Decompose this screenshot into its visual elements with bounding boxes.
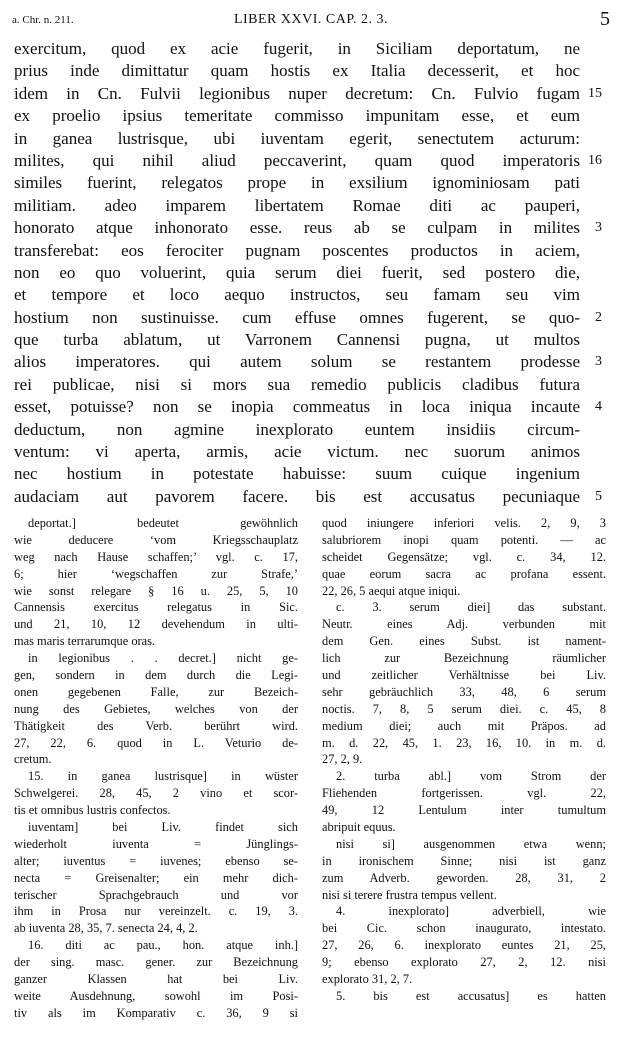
note-line: wiederholt iuventa = Jünglings- bbox=[14, 836, 298, 851]
text-line bbox=[14, 351, 602, 373]
note-line: bei Cic. schon inaugurato, intestato. bbox=[322, 921, 606, 936]
note-line: explorato 31, 2, 7. bbox=[322, 972, 413, 987]
margin-section-number: 4 bbox=[595, 399, 602, 415]
note-line: quae eorum sacra ac profana essent. bbox=[322, 566, 606, 581]
margin-section-number: 16 bbox=[588, 152, 602, 168]
book-chapter-title: LIBER XXVI. CAP. 2. 3. bbox=[233, 12, 389, 27]
page-number: 5 bbox=[600, 8, 610, 30]
note-line: wie sonst relegare § 16 u. 25, 5, 10 bbox=[14, 583, 298, 598]
note-line: ganzer Klassen hat bei Liv. bbox=[14, 972, 298, 987]
note-line: wie deducere ‘vom Kriegsschauplatz bbox=[14, 532, 298, 547]
text-line-content: idem in Cn. Fulvii legionibus nuper decretum: Cn. Fulvio fugam bbox=[14, 83, 580, 103]
margin-section-number: 15 bbox=[588, 85, 602, 101]
text-line-content: similes fuerint, relegatos prope in exsilium ignominiosam pati bbox=[14, 173, 580, 193]
note-line: scheidet Gegensätze; vgl. c. 34, 12. bbox=[322, 549, 606, 564]
note-line: in ironischem Sinne; nisi ist ganz bbox=[322, 853, 606, 868]
main-text bbox=[14, 38, 602, 508]
text-line bbox=[14, 374, 580, 396]
note-line: ab iuventa 28, 35, 7. senecta 24, 4, 2. bbox=[14, 921, 198, 936]
note-line: salubriorem inopi quam potenti. — ac bbox=[322, 532, 606, 547]
text-line-content: alios imperatores. qui autem solum se restantem prodesse bbox=[14, 352, 580, 372]
text-line-content: honorato atque inhonorato esse. reus ab se culpam in milites bbox=[14, 218, 580, 238]
note-line: 9; ebenso explorato 27, 2, 12. nisi bbox=[322, 955, 606, 970]
note-line: und zeitlicher Verhältnisse bei Liv. bbox=[322, 668, 606, 683]
text-line bbox=[14, 217, 602, 239]
note-line: tiv als im Komparativ c. 36, 9 si bbox=[14, 1005, 298, 1020]
note-line: 2. turba abl.] vom Strom der bbox=[336, 769, 606, 784]
note-line: iuventam] bei Liv. findet sich bbox=[28, 820, 298, 835]
note-line: quod iniungere inferiori velis. 2, 9, 3 bbox=[322, 516, 606, 530]
note-line: 16. diti ac pau., hon. atque inh.] bbox=[28, 938, 298, 953]
note-line: nisi si] ausgenommen etwa wenn; bbox=[336, 836, 606, 851]
text-line-content: exercitum, quod ex acie fugerit, in Siciliam deportatum, ne bbox=[14, 39, 580, 58]
note-line: weg nach Hause schaffen;’ vgl. c. 17, bbox=[14, 549, 298, 564]
text-line bbox=[14, 262, 580, 284]
text-line-content: deductum, non agmine inexplorato euntem insidiis circum- bbox=[14, 419, 580, 439]
note-line: 5. bis est accusatus] es hatten bbox=[336, 988, 606, 1003]
note-line: 27, 22, 6. quod in L. Veturio de- bbox=[14, 735, 298, 750]
note-line: 15. in ganea lustrisque] in wüster bbox=[28, 769, 298, 784]
note-line: 49, 12 Lentulum inter tumultum bbox=[322, 803, 606, 818]
note-line: abripuit equus. bbox=[322, 820, 396, 835]
text-line bbox=[14, 172, 580, 194]
note-line: der sing. masc. gener. zur Bezeichnung bbox=[14, 955, 298, 970]
note-line: cretum. bbox=[14, 752, 52, 767]
note-line: nisi si terere frustra tempus vellent. bbox=[322, 887, 497, 902]
note-line: Neutr. eines Adj. verbunden mit bbox=[322, 617, 606, 632]
note-line: dem Gen. eines Subst. ist nament- bbox=[322, 634, 606, 649]
text-line bbox=[14, 284, 580, 306]
text-line-content: militiam. adeo imparem libertatem Romae diti ac pauperi, bbox=[14, 195, 580, 215]
text-line bbox=[14, 463, 580, 485]
text-line-content: esset, potuisse? non se inopia commeatus in loca iniqua incaute bbox=[14, 397, 580, 417]
note-line: 4. inexplorato] adverbiell, wie bbox=[336, 904, 606, 919]
text-line-content: et tempore et loco aequo instructos, seu famam seu vim bbox=[14, 285, 580, 305]
date-marker: a. Chr. n. 211. bbox=[12, 14, 74, 26]
note-line: Thätigkeit des Verb. berührt wird. bbox=[14, 718, 298, 733]
text-line bbox=[14, 195, 580, 217]
text-line-content: ex proelio ipsius temeritate commisso impunitam esse, et eum bbox=[14, 106, 580, 126]
text-line-content: ventum: vi aperta, armis, acie victum. nec suorum animos bbox=[14, 442, 580, 462]
note-line: gen, sondern in dem durch die Legi- bbox=[14, 668, 298, 683]
note-line: tis et omnibus lustris confectos. bbox=[14, 803, 171, 818]
note-line: weite Ausdehnung, sowohl im Posi- bbox=[14, 988, 298, 1003]
text-line bbox=[14, 441, 580, 463]
note-line: alter; iuventus = iuvenes; ebenso se- bbox=[14, 853, 298, 868]
note-line: 27, 26, 6. inexplorato euntes 21, 25, bbox=[322, 938, 606, 953]
note-line: 27, 2, 9. bbox=[322, 752, 363, 767]
note-line: 6; hier ‘wegschaffen zur Strafe,’ bbox=[14, 566, 298, 581]
text-line-content: prius inde dimittatur quam hostis ex Italia decesserit, et hoc bbox=[14, 61, 580, 81]
margin-section-number: 5 bbox=[595, 488, 602, 504]
text-line-content: non eo quo voluerint, quia serum diei fuerit, sed postero die, bbox=[14, 262, 580, 282]
text-line-content: rei publicae, nisi si mors sua remedio publicis cladibus futura bbox=[14, 374, 580, 394]
notes-right-column bbox=[322, 515, 606, 1005]
note-line: onen gegebenen Falle, zur Bezeich- bbox=[14, 684, 298, 699]
note-line: terischer Sprachgebrauch und vor bbox=[14, 887, 298, 902]
text-line bbox=[14, 329, 580, 351]
text-line bbox=[14, 105, 580, 127]
note-line: mas maris terrarumque oras. bbox=[14, 634, 156, 649]
note-line: sehr gebräuchlich 33, 48, 6 serum bbox=[322, 684, 606, 699]
text-line-content: que turba ablatum, ut Varronem Cannensi pugna, ut multos bbox=[14, 330, 580, 350]
text-line bbox=[14, 83, 602, 105]
note-line: lich zur Bezeichnung räumlicher bbox=[322, 651, 606, 666]
text-line bbox=[14, 419, 580, 441]
note-line: noctis. 7, 8, 5 serum diei. c. 45, 8 bbox=[322, 701, 606, 716]
text-line bbox=[14, 396, 602, 418]
text-line-content: nec hostium in potestate habuisse: suum cuique ingenium bbox=[14, 464, 580, 484]
note-line: zum Adverb. geworden. 28, 31, 2 bbox=[322, 870, 606, 885]
note-line: c. 3. serum diei] das substant. bbox=[336, 600, 606, 615]
margin-section-number: 2 bbox=[595, 309, 602, 325]
text-line bbox=[14, 486, 602, 508]
margin-section-number: 3 bbox=[595, 354, 602, 370]
running-header bbox=[12, 8, 610, 32]
text-line bbox=[14, 307, 602, 329]
note-line: 22, 26, 5 aequi atque iniqui. bbox=[322, 583, 461, 598]
text-line bbox=[14, 60, 580, 82]
text-line-content: audaciam aut pavorem facere. bis est accusatus pecuniaque bbox=[14, 486, 580, 506]
note-line: ihm in Prosa nur vereinzelt. c. 19, 3. bbox=[14, 904, 298, 919]
note-line: und 21, 10, 12 devehendum in ulti- bbox=[14, 617, 298, 632]
text-line bbox=[14, 240, 580, 262]
note-line: necta = Greisenalter; ein mehr dich- bbox=[14, 870, 298, 885]
note-line: medium diei; auch mit Präpos. ad bbox=[322, 718, 606, 733]
notes-left-column bbox=[14, 515, 298, 1022]
note-line: in legionibus . . decret.] nicht ge- bbox=[28, 651, 298, 666]
text-line bbox=[14, 128, 580, 150]
note-line: nung des Gebietes, welches von der bbox=[14, 701, 298, 716]
text-line-content: transferebat: eos ferociter pugnam poscentes productos in aciem, bbox=[14, 240, 580, 260]
margin-section-number: 3 bbox=[595, 220, 602, 236]
text-line bbox=[14, 38, 580, 60]
note-line: deportat.] bedeutet gewöhnlich bbox=[28, 516, 298, 530]
note-line: m. d. 22, 45, 1. 23, 16, 10. in m. d. bbox=[322, 735, 606, 750]
text-line bbox=[14, 150, 602, 172]
text-line-content: hostium non sustinuisse. cum effuse omnes fugerent, se quo- bbox=[14, 307, 580, 327]
text-line-content: in ganea lustrisque, ubi iuventam egerit, senectutem acturum: bbox=[14, 128, 580, 148]
note-line: Schwelgerei. 28, 45, 2 vino et scor- bbox=[14, 786, 298, 801]
note-line: Fliehenden fortgerissen. vgl. 22, bbox=[322, 786, 606, 801]
text-line-content: milites, qui nihil aliud peccaverint, quam quod imperatoris bbox=[14, 150, 580, 170]
note-line: Cannensis exercitus relegatus in Sic. bbox=[14, 600, 298, 615]
